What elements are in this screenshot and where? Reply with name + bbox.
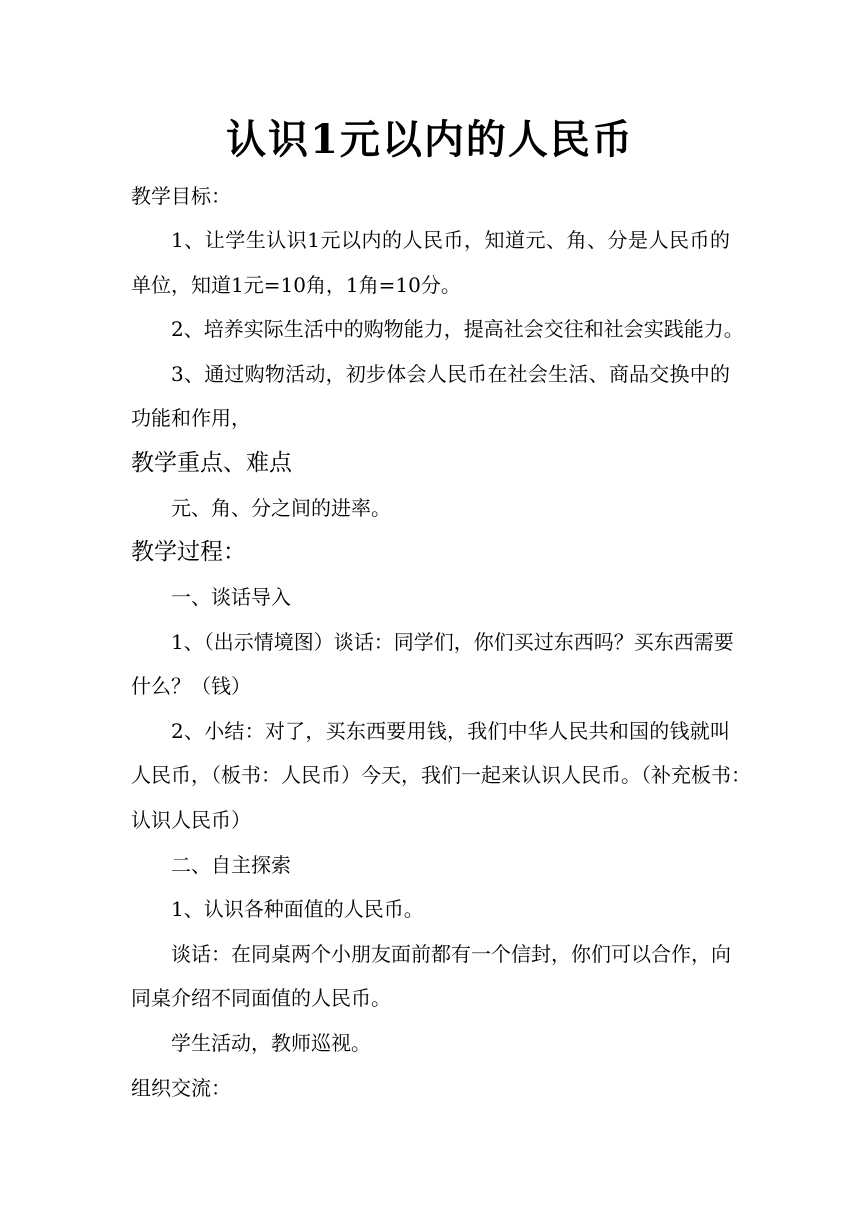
section-heading-key-points: 教学重点、难点 xyxy=(131,450,292,476)
process-2-line-2: 人民币，（板书：人民币）今天，我们一起来认识人民币。（补充板书： xyxy=(131,763,751,787)
dialogue-line-1: 谈话：在同桌两个小朋友面前都有一个信封，你们可以合作，向 xyxy=(171,942,731,966)
document-title: 认识1元以内的人民币 xyxy=(226,116,634,163)
process-2-line-1: 2、小结：对了，买东西要用钱，我们中华人民共和国的钱就叫 xyxy=(171,719,730,743)
dialogue-line-2: 同桌介绍不同面值的人民币。 xyxy=(131,986,391,1010)
explore-step-1: 1、认识各种面值的人民币。 xyxy=(171,897,424,921)
objective-3-line-2: 功能和作用， xyxy=(131,406,251,430)
objective-2: 2、培养实际生活中的购物能力，提高社会交往和社会实践能力。 xyxy=(171,317,744,341)
part-one-heading: 一、谈话导入 xyxy=(171,585,291,609)
process-2-line-3: 认识人民币） xyxy=(131,808,251,832)
part-two-heading: 二、自主探索 xyxy=(171,853,291,877)
objective-3-line-1: 3、通过购物活动，初步体会人民币在社会生活、商品交换中的 xyxy=(171,362,730,386)
section-heading-process: 教学过程： xyxy=(131,539,246,565)
objective-1-line-1: 1、让学生认识1元以内的人民币，知道元、角、分是人民币的 xyxy=(171,228,730,252)
objective-1-line-2: 单位，知道1元=10角，1角=10分。 xyxy=(131,273,461,297)
process-1-line-2: 什么？（钱） xyxy=(131,674,251,698)
student-activity-text: 学生活动，教师巡视。 xyxy=(171,1031,371,1055)
process-1-line-1: 1、（出示情境图）谈话：同学们，你们买过东西吗？买东西需要 xyxy=(171,630,734,654)
key-points-text: 元、角、分之间的进率。 xyxy=(171,496,391,520)
section-heading-objectives: 教学目标： xyxy=(131,184,231,208)
organize-exchange-text: 组织交流： xyxy=(131,1076,231,1100)
